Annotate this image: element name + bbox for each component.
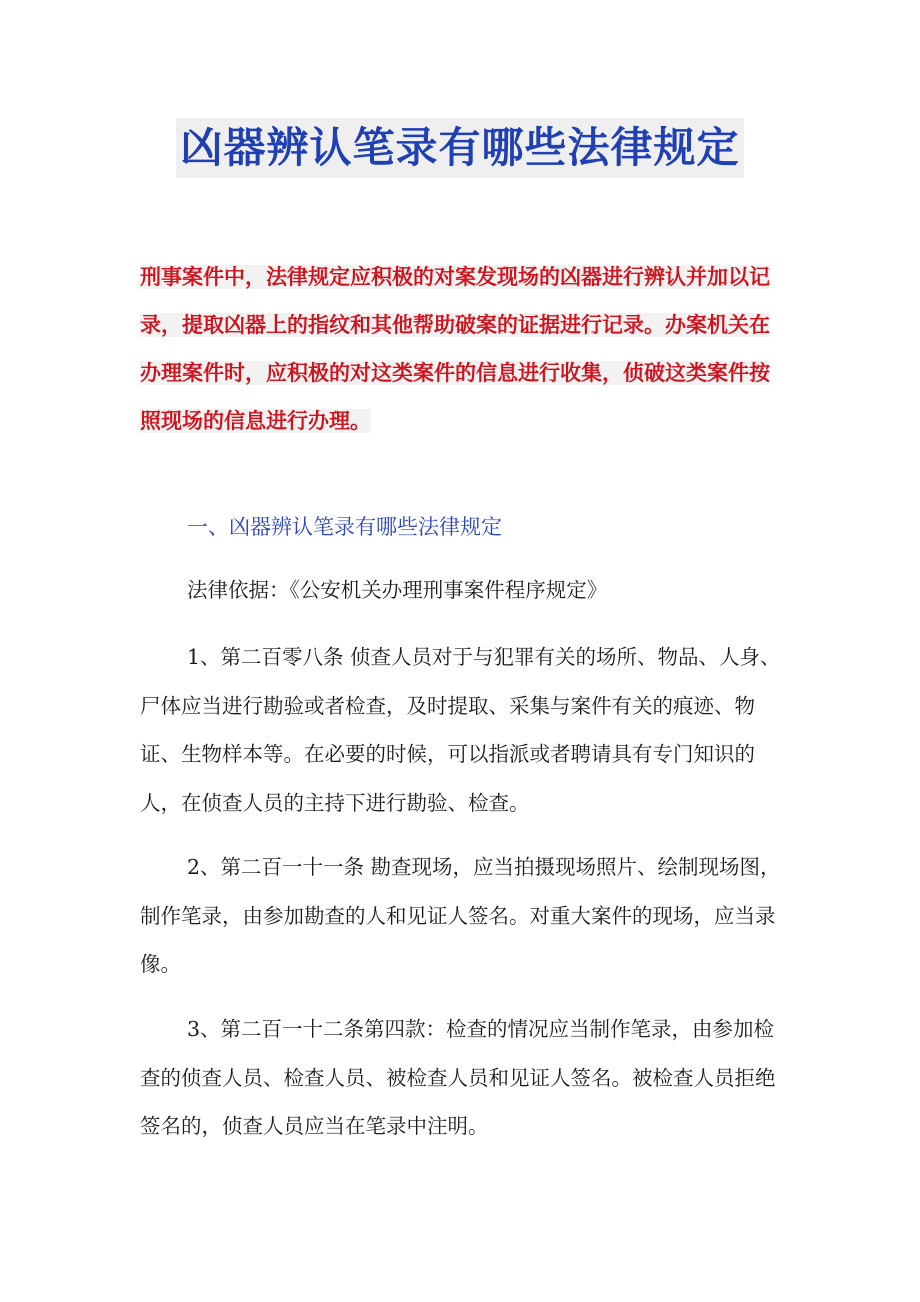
clause-item: 2、第二百一十一条 勘查现场，应当拍摄现场照片、绘制现场图，制作笔录，由参加勘查的人和见证人签名。对重大案件的现场，应当录像。: [140, 855, 781, 976]
clause-item: 1、第二百零八条 侦查人员对于与犯罪有关的场所、物品、人身、尸体应当进行勘验或者检查，及时提取、采集与案件有关的痕迹、物证、生物样本等。在必要的时候，可以指派或者聘请具有专门知识的人，在侦查人员的主持下进行勘验、检查。: [140, 645, 781, 815]
clause-item: 3、第二百一十二条第四款：检查的情况应当制作笔录，由参加检查的侦查人员、检查人员、被检查人员和见证人签名。被检查人员拒绝签名的，侦查人员应当在笔录中注明。: [140, 1017, 776, 1138]
section-heading: 一、凶器辨认笔录有哪些法律规定: [187, 515, 502, 539]
title-block: [0, 118, 920, 178]
document-title: 凶器辨认笔录有哪些法律规定: [176, 118, 743, 178]
abstract-text: 刑事案件中，法律规定应积极的对案发现场的凶器进行辨认并加以记录，提取凶器上的指纹和其他帮助破案的证据进行记录。办案机关在办理案件时，应积极的对这类案件的信息进行收集，侦破这类案件按照现场的信息进行办理。: [140, 265, 770, 433]
legal-basis: 法律依据：《公安机关办理刑事案件程序规定》: [187, 578, 608, 602]
abstract-paragraph: [140, 253, 788, 445]
